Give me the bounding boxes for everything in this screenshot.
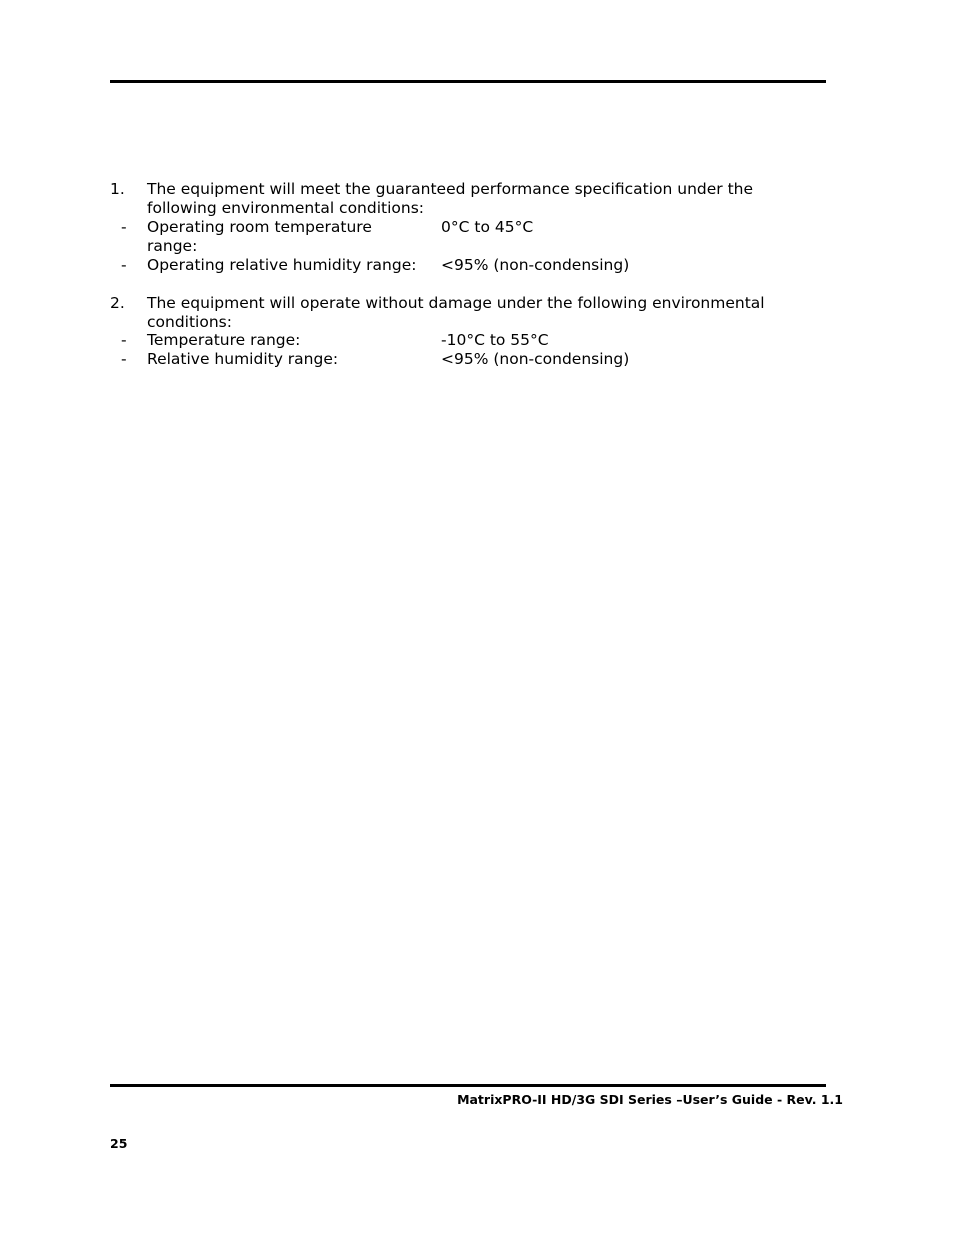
- list-item-2-number: 2.: [110, 294, 125, 312]
- list-item-1-number: 1.: [110, 180, 125, 198]
- list-item-2-row-2-value: <95% (non-condensing): [441, 350, 630, 368]
- list-item-2-row-2-bullet: -: [121, 350, 127, 368]
- list-item-2-row-1-value: -10°C to 55°C: [441, 331, 549, 349]
- list-item-2-intro-line-2: conditions:: [147, 313, 232, 331]
- footer-document-title: MatrixPRO-II HD/3G SDI Series –User’s Guide - Rev. 1.1: [457, 1092, 843, 1107]
- footer-rule: [110, 1084, 826, 1087]
- list-item-2-row-1-label: Temperature range:: [147, 331, 301, 349]
- list-item-1-row-1-label-line-1: Operating room temperature: [147, 218, 372, 236]
- list-item-2-intro-line-1: The equipment will operate without damage under the following environmental: [147, 294, 765, 312]
- list-item-1-intro-line-1: The equipment will meet the guaranteed performance specification under the: [147, 180, 754, 198]
- list-item-1-row-1-value: 0°C to 45°C: [441, 218, 534, 236]
- list-item-1-row-2-bullet: -: [121, 256, 127, 274]
- list-item-2-row-1-bullet: -: [121, 331, 127, 349]
- page-number: 25: [110, 1136, 128, 1151]
- list-item-1-row-2-value: <95% (non-condensing): [441, 256, 630, 274]
- list-item-1-row-2-label: Operating relative humidity range:: [147, 256, 417, 274]
- list-item-2-row-2-label: Relative humidity range:: [147, 350, 339, 368]
- list-item-1-row-1-label-line-2: range:: [147, 237, 198, 255]
- list-item-1-row-1-bullet: -: [121, 218, 127, 236]
- header-rule: [110, 80, 826, 83]
- list-item-1-intro-line-2: following environmental conditions:: [147, 199, 425, 217]
